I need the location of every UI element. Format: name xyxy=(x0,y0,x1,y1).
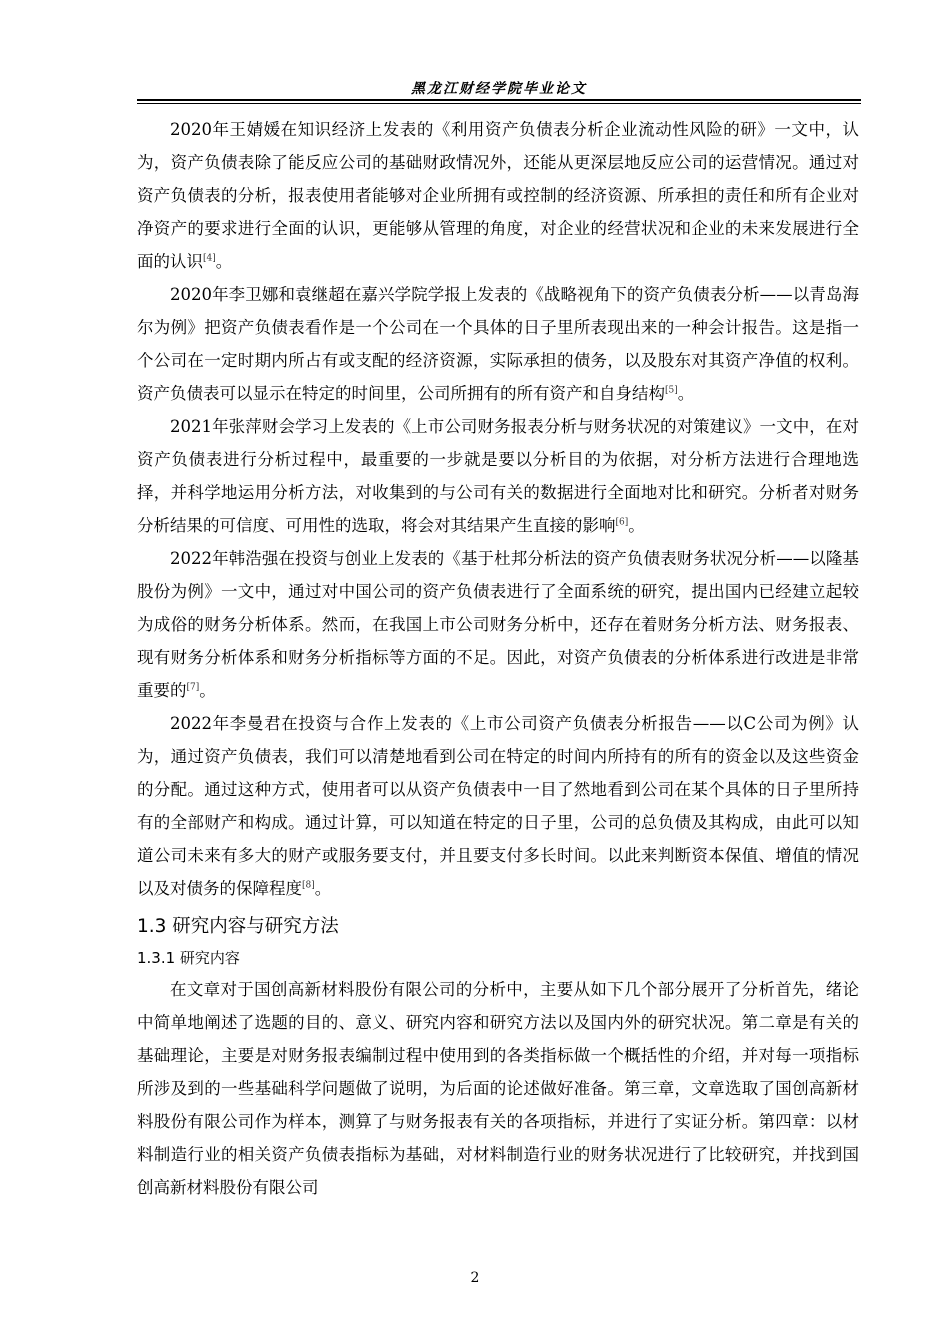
header-rule-thick xyxy=(137,99,861,101)
paragraph-text: 2022年韩浩强在投资与创业上发表的《基于杜邦分析法的资产负债表财务状况分析——以隆基股份为例》一文中，通过对中国公司的资产负债表进行了全面系统的研究，提出国内已经建立起较为成俗的财务分析体系。然而，在我国上市公司财务分析中，还存在着财务分析方法、财务报表、现有财务分析体系和财务分析指标等方面的不足。因此，对资产负债表的分析体系进行改进是非常重要的 xyxy=(137,549,859,700)
paragraph-text: 2021年张萍财会学习上发表的《上市公司财务报表分析与财务状况的对策建议》一文中，在对资产负债表进行分析过程中，最重要的一步就是要以分析目的为依据，对分析方法进行合理地选择，并科学地运用分析方法，对收集到的与公司有关的数据进行全面地对比和研究。分析者对财务分析结果的可信度、可用性的选取，将会对其结果产生直接的影响 xyxy=(137,417,859,535)
paragraph-end: 。 xyxy=(199,681,216,700)
research-content-paragraph: 在文章对于国创高新材料股份有限公司的分析中，主要从如下几个部分展开了分析首先，绪论中简单地阐述了选题的目的、意义、研究内容和研究方法以及国内外的研究状况。第二章是有关的基础理论，主要是对财务报表编制过程中使用到的各类指标做一个概括性的介绍，并对每一项指标所涉及到的一些基础科学问题做了说明，为后面的论述做好准备。第三章，文章选取了国创高新材料股份有限公司作为样本，测算了与财务报表有关的各项指标，并进行了实证分析。第四章：以材料制造行业的相关资产负债表指标为基础，对材料制造行业的财务状况进行了比较研究，并找到国创高新材料股份有限公司 xyxy=(137,980,859,1197)
page-header-title: 黑龙江财经学院毕业论文 xyxy=(411,81,587,97)
paragraph-end: 。 xyxy=(677,384,695,403)
paragraph-end: 。 xyxy=(215,252,233,271)
paragraph-text: 2022年李曼君在投资与合作上发表的《上市公司资产负债表分析报告——以C公司为例》认为，通过资产负债表，我们可以清楚地看到公司在特定的时间内所持有的所有的资金以及这些资金的分配。通过这种方式，使用者可以从资产负债表中一目了然地看到公司在某个具体的日子里所持有的全部财产和构成。通过计算，可以知道在特定的日子里，公司的总负债及其构成，由此可以知道公司未来有多大的财产或服务要支付，并且要支付多长时间。以此来判断资本保值、增值的情况以及对债务的保障程度 xyxy=(137,714,859,898)
literature-paragraph-1 xyxy=(137,113,859,278)
page-content xyxy=(137,113,859,1204)
citation-ref: [4] xyxy=(203,253,216,264)
page-number: 2 xyxy=(470,1270,480,1286)
citation-ref: [7] xyxy=(186,682,200,693)
literature-paragraph-2 xyxy=(137,278,859,410)
header-rule-thin xyxy=(137,103,861,104)
citation-ref: [5] xyxy=(665,385,678,396)
paragraph-text: 2020年王婧媛在知识经济上发表的《利用资产负债表分析企业流动性风险的研》一文中，认为，资产负债表除了能反应公司的基础财政情况外，还能从更深层地反应公司的运营情况。通过对资产负债表的分析，报表使用者能够对企业所拥有或控制的经济资源、所承担的责任和所有企业对净资产的要求进行全面的认识，更能够从管理的角度，对企业的经营状况和企业的未来发展进行全面的认识 xyxy=(137,120,859,271)
section-heading: 1.3 研究内容与研究方法 xyxy=(137,916,339,937)
paragraph-text: 2020年李卫娜和袁继超在嘉兴学院学报上发表的《战略视角下的资产负债表分析——以青岛海尔为例》把资产负债表看作是一个公司在一个具体的日子里所表现出来的一种会计报告。这是指一个公司在一定时期内所占有或支配的经济资源，实际承担的债务，以及股东对其资产净值的权利。资产负债表可以显示在特定的时间里，公司所拥有的所有资产和自身结构 xyxy=(137,285,859,403)
literature-paragraph-3 xyxy=(137,410,859,542)
subsection-heading: 1.3.1 研究内容 xyxy=(137,949,240,967)
citation-ref: [8] xyxy=(302,880,315,891)
citation-ref: [6] xyxy=(615,517,629,528)
paragraph-end: 。 xyxy=(628,516,645,535)
literature-paragraph-4 xyxy=(137,542,859,707)
literature-paragraph-5 xyxy=(137,707,859,905)
paragraph-end: 。 xyxy=(314,879,332,898)
